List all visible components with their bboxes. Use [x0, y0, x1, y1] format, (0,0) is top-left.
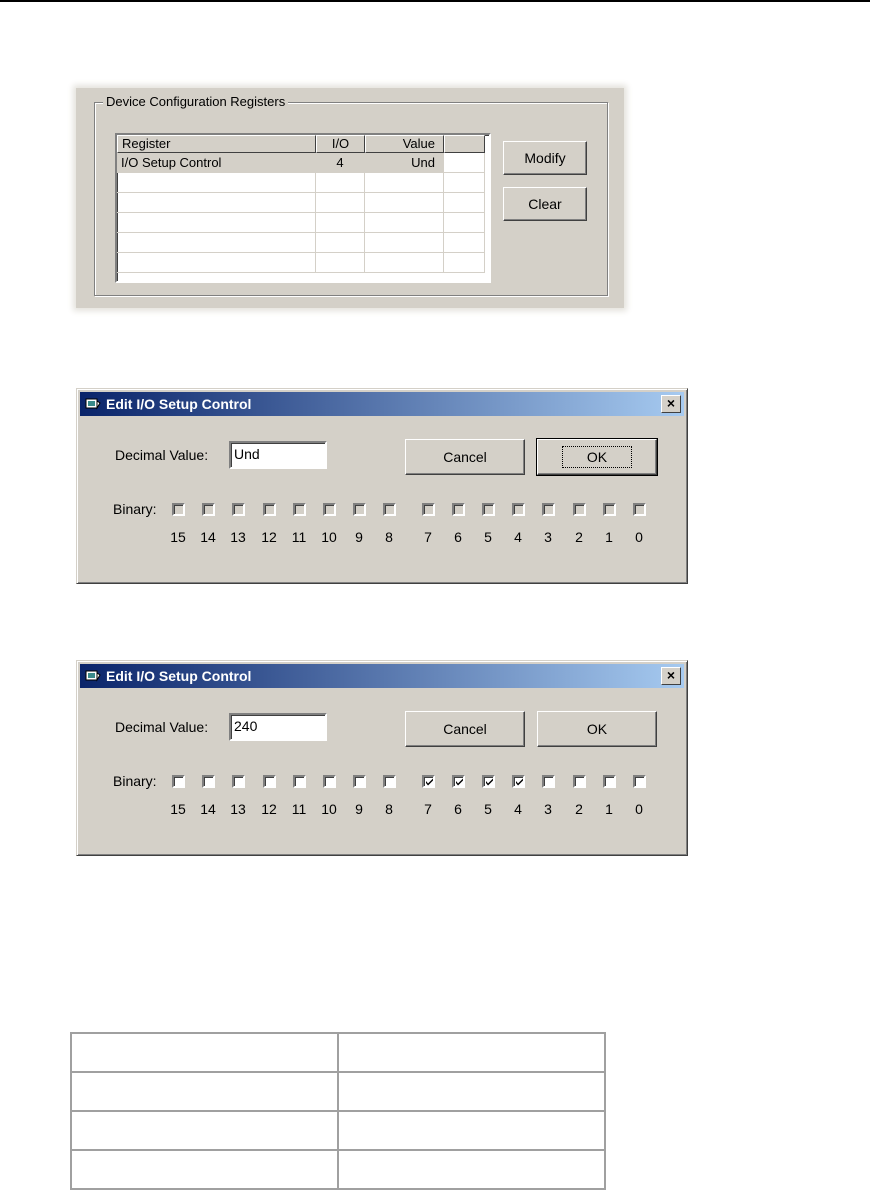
cell-io: [316, 193, 365, 213]
cell-value: [365, 253, 444, 273]
bit-label: 10: [321, 529, 337, 545]
bit-checkbox[interactable]: [202, 503, 215, 516]
table-row[interactable]: [117, 173, 489, 193]
bit-checkbox[interactable]: [512, 775, 525, 788]
clear-button[interactable]: Clear: [503, 187, 587, 221]
cell-register: [117, 193, 316, 213]
registers-listview[interactable]: [115, 133, 491, 283]
bit-checkbox[interactable]: [542, 503, 555, 516]
cell-extra: [444, 153, 485, 173]
close-button[interactable]: ×: [661, 667, 681, 685]
close-button[interactable]: ×: [661, 395, 681, 413]
bit-checkbox[interactable]: [293, 775, 306, 788]
bit-label: 3: [544, 529, 552, 545]
bit-checkbox[interactable]: [353, 775, 366, 788]
bit-checkbox[interactable]: [383, 503, 396, 516]
cell-io: 4: [316, 153, 365, 173]
bit-label: 8: [385, 801, 393, 817]
bit-label: 13: [230, 801, 246, 817]
column-header-extra[interactable]: [444, 135, 485, 153]
dialog-title: Edit I/O Setup Control: [106, 668, 252, 684]
table-cell: [71, 1111, 338, 1150]
table-cell: [71, 1072, 338, 1111]
dialog-title: Edit I/O Setup Control: [106, 396, 252, 412]
table-row: [71, 1150, 605, 1189]
cell-extra: [444, 233, 485, 253]
bit-label: 9: [355, 529, 363, 545]
bit-checkbox[interactable]: [172, 775, 185, 788]
table-cell: [338, 1072, 605, 1111]
decimal-value-label: Decimal Value:: [115, 719, 209, 735]
decimal-value-label: Decimal Value:: [115, 447, 209, 463]
table-row[interactable]: [117, 233, 489, 253]
table-row[interactable]: [117, 153, 489, 173]
bit-label: 7: [424, 801, 432, 817]
bit-checkbox[interactable]: [422, 503, 435, 516]
check-mark-icon: [483, 775, 496, 788]
page-top-rule: [0, 0, 870, 2]
cell-value: Und: [365, 153, 444, 173]
check-mark-icon: [513, 775, 526, 788]
bit-checkbox[interactable]: [323, 503, 336, 516]
bit-checkbox[interactable]: [263, 775, 276, 788]
cell-io: [316, 213, 365, 233]
table-row[interactable]: [117, 253, 489, 273]
bit-label: 15: [170, 529, 186, 545]
cell-value: [365, 233, 444, 253]
cell-register: I/O Setup Control: [117, 153, 316, 173]
cell-extra: [444, 193, 485, 213]
bit-label: 0: [635, 529, 643, 545]
table-row: [71, 1111, 605, 1150]
bit-label: 2: [575, 801, 583, 817]
edit-io-dialog-modified: [76, 660, 688, 856]
cell-register: [117, 253, 316, 273]
bit-label: 12: [261, 529, 277, 545]
table-cell: [71, 1033, 338, 1072]
bit-label: 1: [605, 529, 613, 545]
decimal-value-input[interactable]: Und: [229, 441, 327, 469]
column-header-value[interactable]: Value: [365, 135, 444, 153]
bit-checkbox[interactable]: [323, 775, 336, 788]
cell-extra: [444, 253, 485, 273]
document-table: [70, 1032, 606, 1190]
decimal-value-input[interactable]: 240: [229, 713, 327, 741]
app-icon: [85, 669, 101, 683]
bit-label: 6: [454, 529, 462, 545]
cell-io: [316, 253, 365, 273]
cancel-button[interactable]: Cancel: [405, 439, 525, 475]
bit-checkbox[interactable]: [422, 775, 435, 788]
bit-checkbox[interactable]: [633, 775, 646, 788]
bit-checkbox[interactable]: [172, 503, 185, 516]
bit-label: 0: [635, 801, 643, 817]
column-header-register[interactable]: Register: [117, 135, 316, 153]
cell-register: [117, 173, 316, 193]
table-row: [71, 1033, 605, 1072]
modify-button[interactable]: Modify: [503, 141, 587, 175]
table-cell: [338, 1111, 605, 1150]
bit-checkbox[interactable]: [573, 503, 586, 516]
cell-value: [365, 173, 444, 193]
cancel-button[interactable]: Cancel: [405, 711, 525, 747]
cell-io: [316, 233, 365, 253]
bit-label: 5: [484, 529, 492, 545]
registers-panel: [76, 88, 624, 308]
ok-button-label: OK: [562, 446, 632, 468]
bit-label: 4: [514, 529, 522, 545]
bit-label: 6: [454, 801, 462, 817]
binary-label: Binary:: [113, 773, 157, 789]
bit-label: 11: [291, 529, 307, 545]
bit-checkbox[interactable]: [353, 503, 366, 516]
bit-checkbox[interactable]: [482, 775, 495, 788]
bit-label: 11: [291, 801, 307, 817]
bit-checkbox[interactable]: [202, 775, 215, 788]
cell-value: [365, 213, 444, 233]
cell-extra: [444, 173, 485, 193]
groupbox-title: Device Configuration Registers: [103, 94, 288, 110]
bit-label: 2: [575, 529, 583, 545]
check-mark-icon: [423, 775, 436, 788]
dialog-titlebar[interactable]: [80, 664, 684, 688]
bit-checkbox[interactable]: [452, 775, 465, 788]
cell-register: [117, 213, 316, 233]
bit-label: 15: [170, 801, 186, 817]
edit-io-dialog-initial: [76, 388, 688, 584]
listview-header: [117, 135, 489, 153]
registers-groupbox: [94, 94, 608, 296]
bit-label: 9: [355, 801, 363, 817]
dialog-titlebar[interactable]: [80, 392, 684, 416]
bit-checkbox[interactable]: [232, 775, 245, 788]
bit-checkbox[interactable]: [603, 775, 616, 788]
bit-checkbox[interactable]: [293, 503, 306, 516]
bit-checkbox[interactable]: [263, 503, 276, 516]
column-header-io[interactable]: I/O: [316, 135, 365, 153]
bit-label: 14: [200, 801, 216, 817]
check-mark-icon: [453, 775, 466, 788]
bit-label: 8: [385, 529, 393, 545]
cell-io: [316, 173, 365, 193]
bit-label: 13: [230, 529, 246, 545]
bit-checkbox[interactable]: [482, 503, 495, 516]
ok-button[interactable]: OK: [537, 711, 657, 747]
bit-checkbox[interactable]: [542, 775, 555, 788]
bit-label: 3: [544, 801, 552, 817]
cell-value: [365, 193, 444, 213]
bit-checkbox[interactable]: [603, 503, 616, 516]
table-cell: [338, 1033, 605, 1072]
bit-checkbox[interactable]: [512, 503, 525, 516]
bit-checkbox[interactable]: [633, 503, 646, 516]
bit-label: 10: [321, 801, 337, 817]
table-cell: [71, 1150, 338, 1189]
bit-label: 12: [261, 801, 277, 817]
binary-label: Binary:: [113, 501, 157, 517]
table-row[interactable]: [117, 193, 489, 213]
bit-label: 14: [200, 529, 216, 545]
bit-checkbox[interactable]: [383, 775, 396, 788]
table-cell: [338, 1150, 605, 1189]
cell-register: [117, 233, 316, 253]
bit-checkbox[interactable]: [573, 775, 586, 788]
bit-label: 1: [605, 801, 613, 817]
bit-checkbox[interactable]: [232, 503, 245, 516]
bit-label: 4: [514, 801, 522, 817]
table-row[interactable]: [117, 213, 489, 233]
bit-label: 7: [424, 529, 432, 545]
bit-label: 5: [484, 801, 492, 817]
app-icon: [85, 397, 101, 411]
table-row: [71, 1072, 605, 1111]
cell-extra: [444, 213, 485, 233]
bit-checkbox[interactable]: [452, 503, 465, 516]
ok-button[interactable]: [537, 439, 657, 475]
